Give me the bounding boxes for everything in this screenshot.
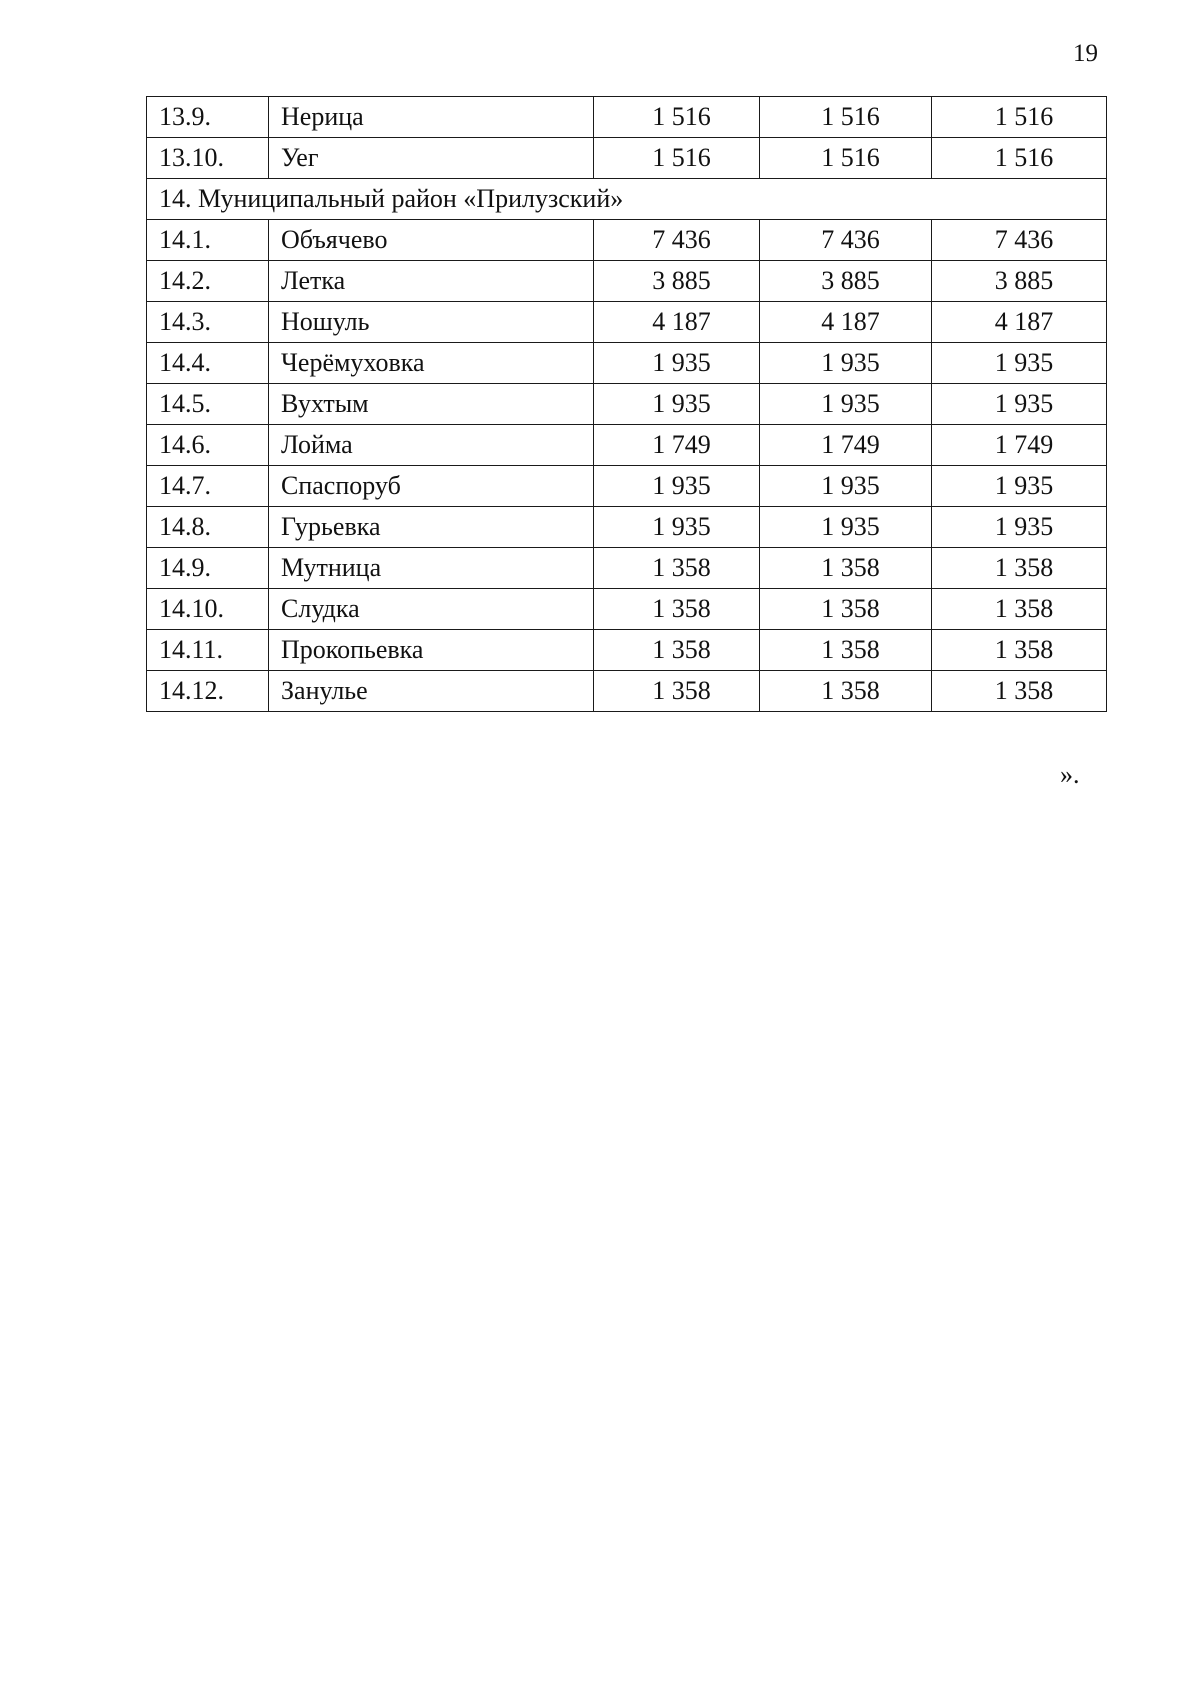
table-row [147, 261, 1107, 302]
table-row [147, 589, 1107, 630]
table-row [147, 343, 1107, 384]
value-cell-1: 1 358 [594, 630, 760, 671]
table-row [147, 220, 1107, 261]
row-number-cell: 13.9. [147, 97, 269, 138]
row-number-cell: 14.7. [147, 466, 269, 507]
row-number-cell: 14.6. [147, 425, 269, 466]
value-cell-2: 1 935 [760, 343, 932, 384]
value-cell-3: 1 935 [932, 507, 1107, 548]
settlement-name-cell: Прокопьевка [269, 630, 594, 671]
value-cell-2: 1 516 [760, 138, 932, 179]
settlement-name-cell: Вухтым [269, 384, 594, 425]
value-cell-2: 1 749 [760, 425, 932, 466]
row-number-cell: 13.10. [147, 138, 269, 179]
table-row [147, 466, 1107, 507]
closing-quote: ». [1060, 760, 1080, 789]
value-cell-1: 1 749 [594, 425, 760, 466]
value-cell-2: 1 358 [760, 548, 932, 589]
value-cell-3: 1 935 [932, 343, 1107, 384]
value-cell-2: 7 436 [760, 220, 932, 261]
row-number-cell: 14.2. [147, 261, 269, 302]
page-number: 19 [1073, 40, 1098, 67]
table-row [147, 97, 1107, 138]
row-number-cell: 14.12. [147, 671, 269, 712]
value-cell-3: 1 516 [932, 97, 1107, 138]
value-cell-1: 1 935 [594, 384, 760, 425]
value-cell-3: 1 358 [932, 630, 1107, 671]
value-cell-3: 1 935 [932, 466, 1107, 507]
settlement-name-cell: Занулье [269, 671, 594, 712]
value-cell-3: 1 516 [932, 138, 1107, 179]
settlement-name-cell: Нерица [269, 97, 594, 138]
value-cell-1: 1 935 [594, 507, 760, 548]
table-row [147, 671, 1107, 712]
settlement-name-cell: Объячево [269, 220, 594, 261]
settlements-table [146, 96, 1107, 712]
table-row [147, 548, 1107, 589]
section-title: 14. Муниципальный район «Прилузский» [147, 179, 1107, 220]
value-cell-2: 1 358 [760, 671, 932, 712]
value-cell-1: 3 885 [594, 261, 760, 302]
value-cell-2: 3 885 [760, 261, 932, 302]
row-number-cell: 14.5. [147, 384, 269, 425]
row-number-cell: 14.9. [147, 548, 269, 589]
value-cell-3: 1 358 [932, 671, 1107, 712]
table-row [147, 507, 1107, 548]
row-number-cell: 14.11. [147, 630, 269, 671]
row-number-cell: 14.10. [147, 589, 269, 630]
value-cell-3: 1 358 [932, 548, 1107, 589]
table-row [147, 425, 1107, 466]
value-cell-2: 1 935 [760, 384, 932, 425]
value-cell-3: 3 885 [932, 261, 1107, 302]
table-row [147, 630, 1107, 671]
value-cell-1: 1 358 [594, 548, 760, 589]
settlement-name-cell: Гурьевка [269, 507, 594, 548]
value-cell-1: 4 187 [594, 302, 760, 343]
value-cell-3: 1 749 [932, 425, 1107, 466]
settlement-name-cell: Черёмуховка [269, 343, 594, 384]
value-cell-3: 1 358 [932, 589, 1107, 630]
row-number-cell: 14.4. [147, 343, 269, 384]
value-cell-1: 7 436 [594, 220, 760, 261]
settlement-name-cell: Мутница [269, 548, 594, 589]
table-row [147, 302, 1107, 343]
value-cell-2: 1 358 [760, 630, 932, 671]
settlement-name-cell: Спаспоруб [269, 466, 594, 507]
value-cell-3: 1 935 [932, 384, 1107, 425]
settlement-name-cell: Слудка [269, 589, 594, 630]
row-number-cell: 14.3. [147, 302, 269, 343]
value-cell-3: 4 187 [932, 302, 1107, 343]
row-number-cell: 14.8. [147, 507, 269, 548]
table-row [147, 384, 1107, 425]
value-cell-2: 1 516 [760, 97, 932, 138]
value-cell-1: 1 516 [594, 97, 760, 138]
section-header-row [147, 179, 1107, 220]
row-number-cell: 14.1. [147, 220, 269, 261]
settlement-name-cell: Лойма [269, 425, 594, 466]
value-cell-1: 1 935 [594, 466, 760, 507]
table-body [147, 97, 1107, 712]
value-cell-2: 1 358 [760, 589, 932, 630]
table-row [147, 138, 1107, 179]
value-cell-2: 1 935 [760, 466, 932, 507]
value-cell-3: 7 436 [932, 220, 1107, 261]
value-cell-2: 1 935 [760, 507, 932, 548]
value-cell-1: 1 358 [594, 589, 760, 630]
value-cell-1: 1 935 [594, 343, 760, 384]
value-cell-1: 1 358 [594, 671, 760, 712]
value-cell-2: 4 187 [760, 302, 932, 343]
settlement-name-cell: Летка [269, 261, 594, 302]
settlement-name-cell: Ношуль [269, 302, 594, 343]
value-cell-1: 1 516 [594, 138, 760, 179]
settlement-name-cell: Уег [269, 138, 594, 179]
